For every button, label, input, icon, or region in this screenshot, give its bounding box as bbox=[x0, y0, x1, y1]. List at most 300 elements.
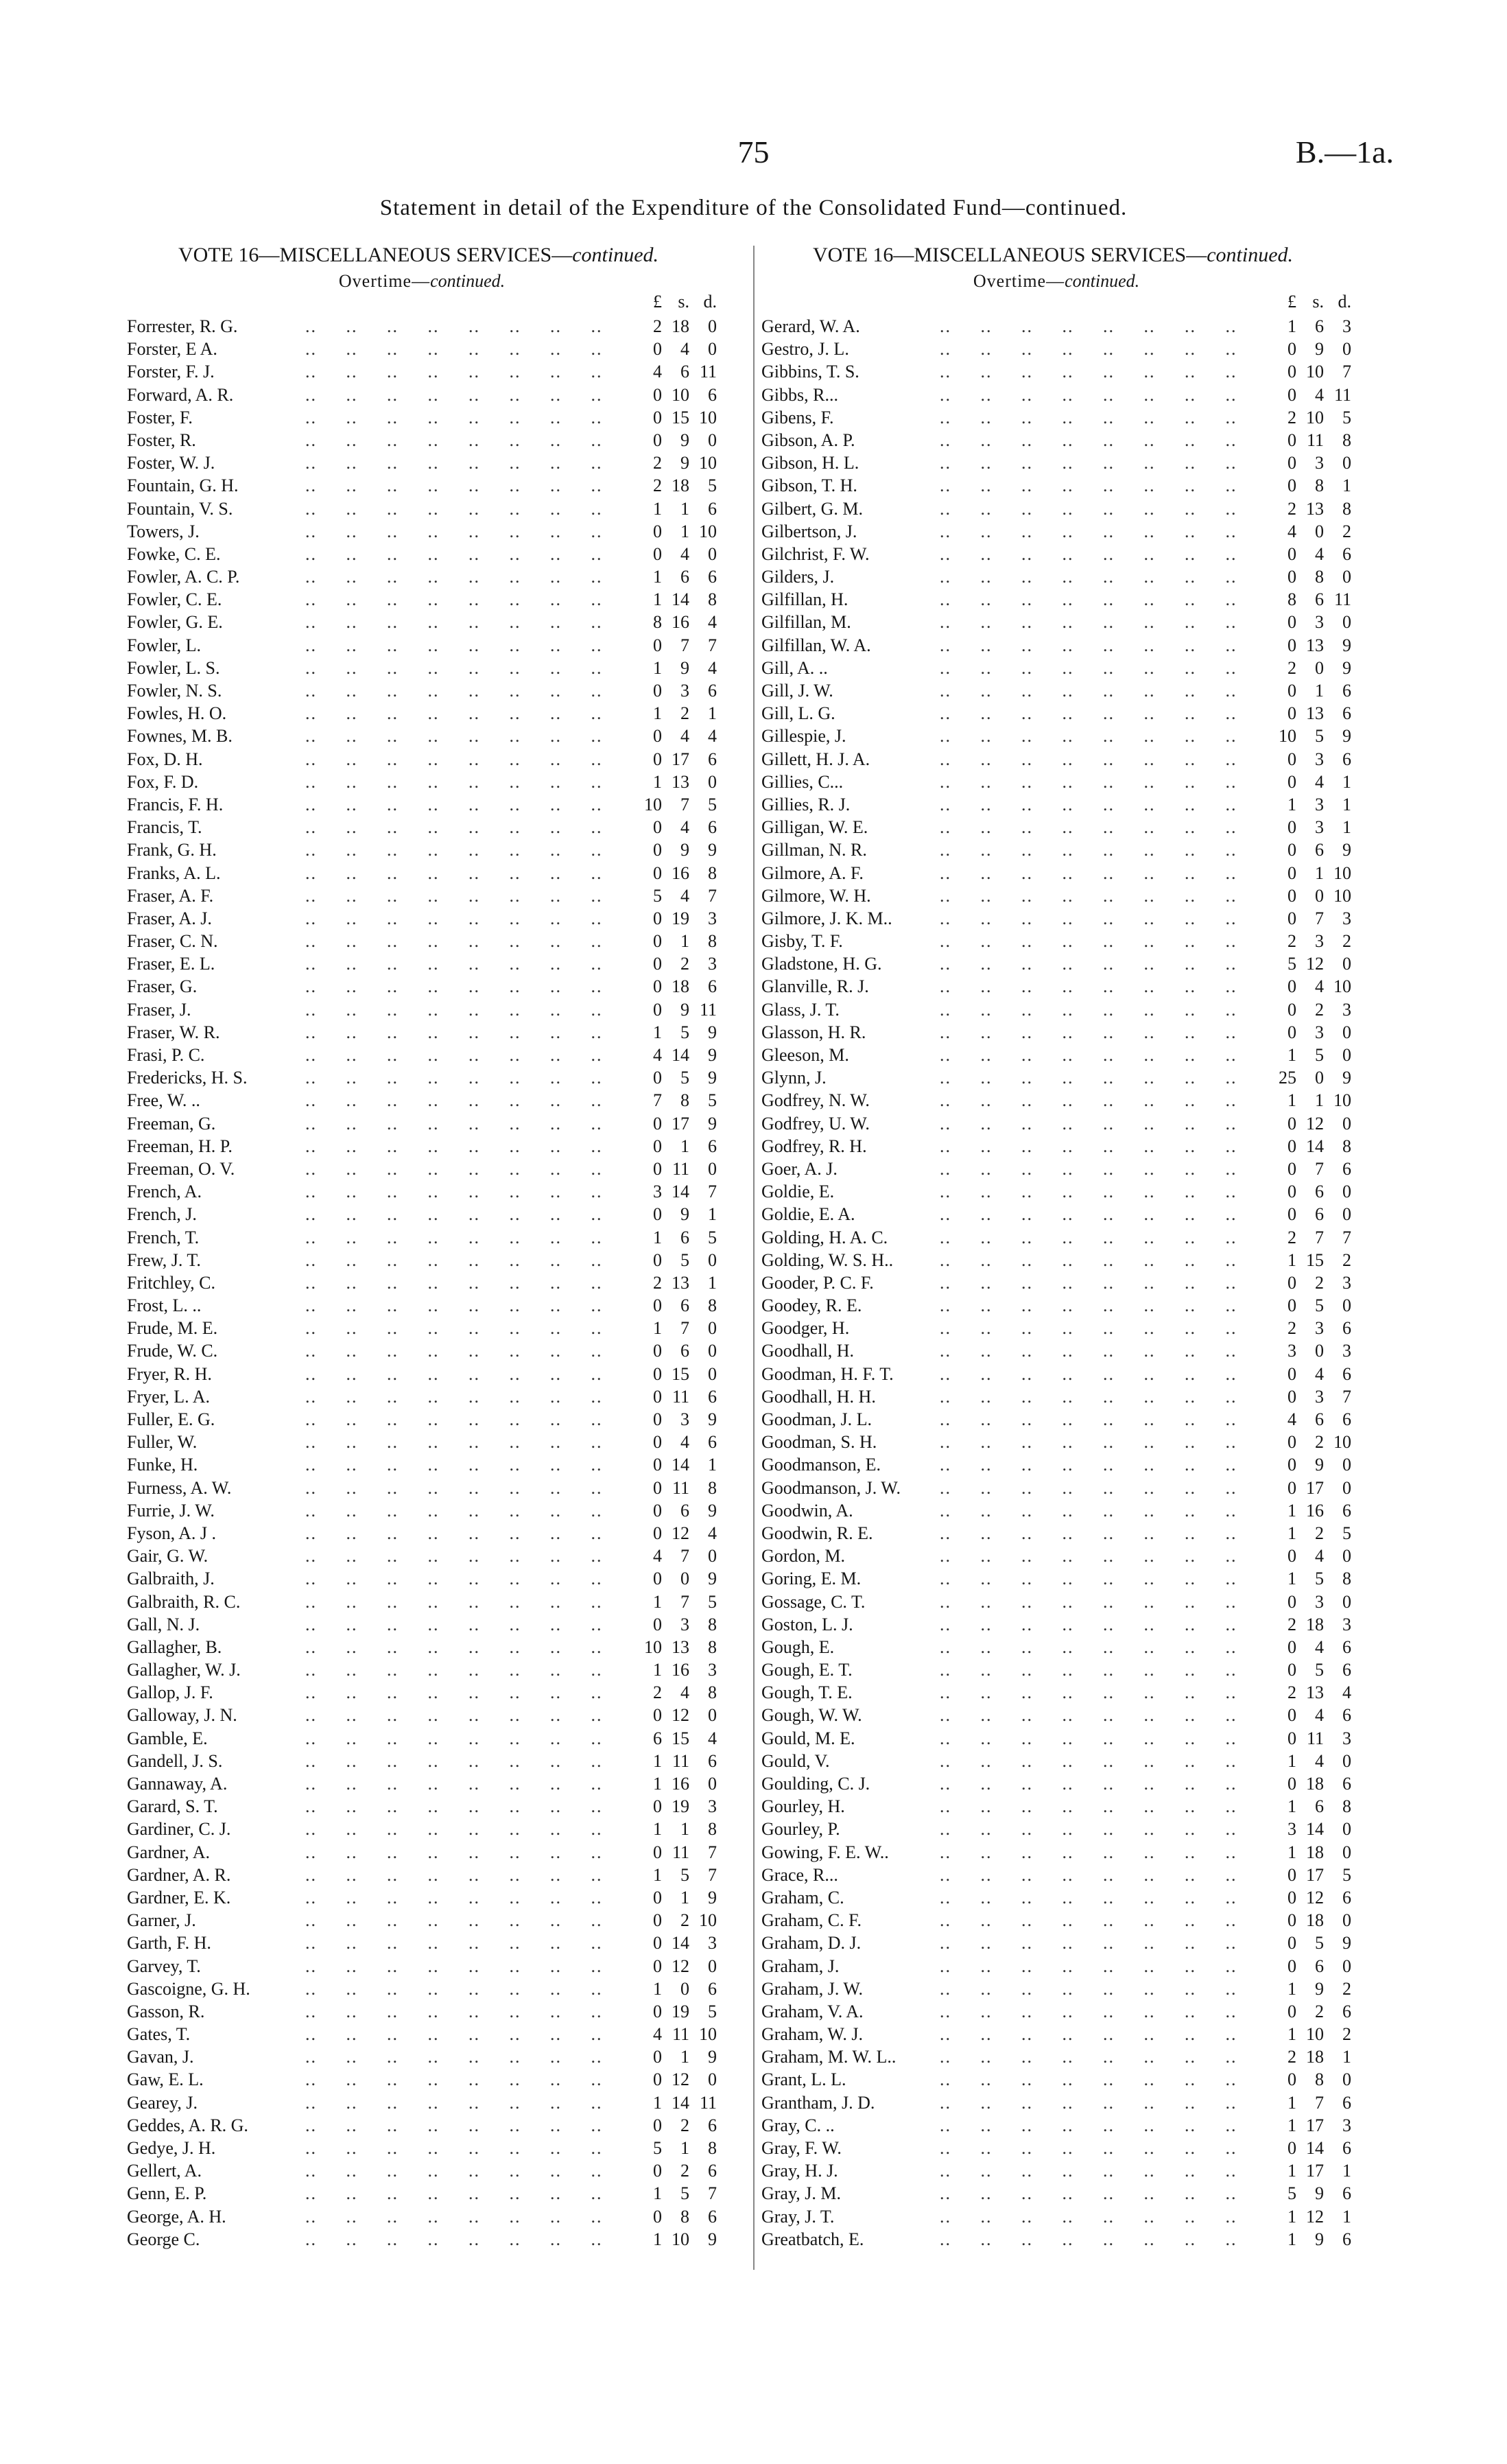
pence: 8 bbox=[1342, 430, 1351, 450]
leader-dots: .. .. .. .. .. .. .. .. bbox=[305, 1341, 626, 1361]
leader-dots: .. .. .. .. .. .. .. .. bbox=[305, 976, 626, 997]
ledger-row bbox=[761, 429, 1351, 451]
payee-name: Fowke, C. E. bbox=[127, 543, 221, 564]
shillings: 13 bbox=[1306, 635, 1324, 655]
shillings: 10 bbox=[672, 384, 689, 405]
ledger-row bbox=[127, 611, 717, 633]
leader-dots: .. .. .. .. .. .. .. .. bbox=[940, 1227, 1261, 1247]
payee-name: Gillespie, J. bbox=[761, 726, 846, 747]
leader-dots: .. .. .. .. .. .. .. .. bbox=[940, 1910, 1261, 1931]
leader-dots: .. .. .. .. .. .. .. .. bbox=[305, 2229, 626, 2249]
payee-name: Geddes, A. R. G. bbox=[127, 2115, 248, 2135]
payee-name: Fowler, C. E. bbox=[127, 589, 222, 610]
ledger-row bbox=[127, 1317, 717, 1339]
pounds: 0 bbox=[1288, 1636, 1296, 1657]
currency-header bbox=[127, 292, 717, 312]
leader-dots: .. .. .. .. .. .. .. .. bbox=[305, 908, 626, 928]
leader-dots: .. .. .. .. .. .. .. .. bbox=[305, 1750, 626, 1771]
ledger-row bbox=[127, 907, 717, 930]
shillings: 3 bbox=[1315, 1318, 1324, 1339]
shillings: 3 bbox=[680, 681, 689, 701]
payee-name: Gould, M. E. bbox=[761, 1728, 855, 1748]
ledger-row bbox=[761, 474, 1351, 497]
ledger-row bbox=[127, 793, 717, 816]
shillings-header: s. bbox=[678, 292, 689, 312]
ledger-row bbox=[127, 1864, 717, 1886]
shillings: 19 bbox=[672, 908, 689, 928]
ledger-row bbox=[761, 2228, 1351, 2251]
ledger-row bbox=[761, 907, 1351, 930]
payee-name: Fuller, E. G. bbox=[127, 1409, 215, 1429]
leader-dots: .. .. .. .. .. .. .. .. bbox=[305, 999, 626, 1020]
pounds: 0 bbox=[653, 1113, 662, 1134]
pence: 9 bbox=[708, 1113, 717, 1134]
pence: 9 bbox=[708, 1500, 717, 1521]
payee-name: Fowler, L. S. bbox=[127, 657, 220, 678]
shillings: 3 bbox=[680, 1614, 689, 1634]
payee-name: Gray, F. W. bbox=[761, 2138, 842, 2158]
pounds: 0 bbox=[653, 1158, 662, 1179]
ledger-row bbox=[761, 1841, 1351, 1864]
shillings: 19 bbox=[672, 1796, 689, 1817]
leader-dots: .. .. .. .. .. .. .. .. bbox=[305, 1068, 626, 1088]
leader-dots: .. .. .. .. .. .. .. .. bbox=[940, 1068, 1261, 1088]
pence: 8 bbox=[708, 931, 717, 952]
leader-dots: .. .. .. .. .. .. .. .. bbox=[940, 1113, 1261, 1134]
ledger-row bbox=[761, 702, 1351, 725]
ledger-row bbox=[761, 451, 1351, 474]
ledger-row bbox=[127, 1249, 717, 1271]
leader-dots: .. .. .. .. .. .. .. .. bbox=[305, 2115, 626, 2135]
payee-name: Foster, W. J. bbox=[127, 453, 215, 473]
pounds: 0 bbox=[653, 635, 662, 655]
ledger-row bbox=[761, 384, 1351, 406]
leader-dots: .. .. .. .. .. .. .. .. bbox=[305, 1477, 626, 1498]
shillings: 9 bbox=[1315, 2183, 1324, 2204]
pounds: 0 bbox=[653, 1569, 662, 1589]
leader-dots: .. .. .. .. .. .. .. .. bbox=[305, 1842, 626, 1862]
pounds: 1 bbox=[653, 1750, 662, 1771]
ledger-row bbox=[761, 543, 1351, 565]
ledger-row bbox=[127, 1021, 717, 1044]
payee-name: Gisby, T. F. bbox=[761, 931, 843, 952]
payee-name: Gerard, W. A. bbox=[761, 316, 860, 336]
pence: 0 bbox=[1342, 567, 1351, 587]
leader-dots: .. .. .. .. .. .. .. .. bbox=[305, 1045, 626, 1065]
ledger-row bbox=[127, 1932, 717, 1954]
shillings: 8 bbox=[1315, 567, 1324, 587]
pence: 6 bbox=[1342, 2229, 1351, 2249]
pounds: 0 bbox=[653, 863, 662, 883]
pounds: 0 bbox=[653, 908, 662, 928]
shillings: 7 bbox=[1315, 908, 1324, 928]
payee-name: Gordon, M. bbox=[761, 1546, 846, 1567]
payee-name: Gough, T. E. bbox=[761, 1682, 853, 1703]
shillings: 3 bbox=[1315, 931, 1324, 952]
pence: 0 bbox=[1342, 954, 1351, 974]
pounds: 0 bbox=[1288, 1295, 1296, 1316]
pounds: 0 bbox=[653, 2206, 662, 2227]
pence: 6 bbox=[708, 384, 717, 405]
shillings: 2 bbox=[1315, 2001, 1324, 2021]
ledger-row bbox=[761, 1704, 1351, 1726]
shillings: 7 bbox=[1315, 2092, 1324, 2113]
ledger-row bbox=[127, 1408, 717, 1431]
pounds: 1 bbox=[1288, 1045, 1296, 1065]
pence: 9 bbox=[1342, 1068, 1351, 1088]
payee-name: Gourley, H. bbox=[761, 1796, 845, 1817]
ledger-row bbox=[761, 1978, 1351, 2000]
pence: 6 bbox=[1342, 681, 1351, 701]
pounds: 0 bbox=[653, 1956, 662, 1976]
shillings: 6 bbox=[1315, 1796, 1324, 1817]
pounds: 10 bbox=[644, 1636, 662, 1657]
ledger-row bbox=[761, 2205, 1351, 2228]
payee-name: Gestro, J. L. bbox=[761, 339, 849, 360]
pounds: 2 bbox=[1288, 657, 1296, 678]
pence: 6 bbox=[708, 1978, 717, 1999]
payee-name: Gearey, J. bbox=[127, 2092, 198, 2113]
payee-name: Forster, F. J. bbox=[127, 362, 215, 382]
ledger-row bbox=[761, 1408, 1351, 1431]
shillings: 2 bbox=[1315, 1432, 1324, 1453]
ledger-row bbox=[127, 1339, 717, 1362]
ledger-row bbox=[127, 952, 717, 975]
leader-dots: .. .. .. .. .. .. .. .. bbox=[305, 1022, 626, 1042]
leader-dots: .. .. .. .. .. .. .. .. bbox=[940, 976, 1261, 997]
pence: 11 bbox=[699, 999, 717, 1020]
ledger-row bbox=[761, 930, 1351, 952]
payee-name: Gavan, J. bbox=[127, 2047, 194, 2067]
payee-name: Frank, G. H. bbox=[127, 840, 217, 860]
shillings: 4 bbox=[1315, 1546, 1324, 1567]
leader-dots: .. .. .. .. .. .. .. .. bbox=[305, 2024, 626, 2045]
payee-name: Gilligan, W. E. bbox=[761, 817, 868, 838]
pounds: 0 bbox=[1288, 453, 1296, 473]
shillings: 3 bbox=[680, 1409, 689, 1429]
pounds: 1 bbox=[653, 1227, 662, 1247]
shillings: 18 bbox=[1306, 1774, 1324, 1794]
shillings: 4 bbox=[1315, 771, 1324, 792]
pence: 9 bbox=[708, 2047, 717, 2067]
shillings: 3 bbox=[1315, 817, 1324, 838]
payee-name: Glynn, J. bbox=[761, 1068, 827, 1088]
ledger-row bbox=[127, 1294, 717, 1317]
leader-dots: .. .. .. .. .. .. .. .. bbox=[940, 1272, 1261, 1293]
ledger-row bbox=[127, 1886, 717, 1909]
leader-dots: .. .. .. .. .. .. .. .. bbox=[940, 2092, 1261, 2113]
shillings: 1 bbox=[1315, 681, 1324, 701]
pence: 6 bbox=[1342, 2138, 1351, 2158]
shillings: 17 bbox=[1306, 2115, 1324, 2135]
pence: 1 bbox=[1342, 794, 1351, 814]
leader-dots: .. .. .. .. .. .. .. .. bbox=[940, 2161, 1261, 2181]
ledger-row bbox=[761, 816, 1351, 838]
ledger-row bbox=[127, 1226, 717, 1249]
leader-dots: .. .. .. .. .. .. .. .. bbox=[940, 1409, 1261, 1429]
leader-dots: .. .. .. .. .. .. .. .. bbox=[940, 1500, 1261, 1521]
leader-dots: .. .. .. .. .. .. .. .. bbox=[940, 1386, 1261, 1407]
payee-name: Gilmore, W. H. bbox=[761, 885, 871, 906]
pounds: 0 bbox=[1288, 339, 1296, 360]
pounds: 0 bbox=[1288, 1728, 1296, 1748]
ledger-row bbox=[127, 1567, 717, 1590]
payee-name: Fraser, G. bbox=[127, 976, 198, 997]
pence: 1 bbox=[1342, 771, 1351, 792]
payee-name: Fraser, A. J. bbox=[127, 908, 212, 928]
pence: 8 bbox=[708, 863, 717, 883]
pence: 7 bbox=[708, 635, 717, 655]
pence: 1 bbox=[708, 1272, 717, 1293]
pence: 0 bbox=[708, 1158, 717, 1179]
ledger-row bbox=[761, 1044, 1351, 1066]
pounds: 0 bbox=[653, 1363, 662, 1384]
leader-dots: .. .. .. .. .. .. .. .. bbox=[305, 1910, 626, 1931]
ledger-row bbox=[761, 1591, 1351, 1613]
pounds: 0 bbox=[1288, 1432, 1296, 1453]
ledger-row bbox=[127, 588, 717, 611]
pounds: 8 bbox=[653, 612, 662, 633]
payee-name: Gilbertson, J. bbox=[761, 521, 857, 541]
ledger-row bbox=[127, 338, 717, 360]
ledger-row bbox=[761, 1955, 1351, 1978]
payee-name: Goodman, S. H. bbox=[761, 1432, 877, 1453]
shillings: 11 bbox=[672, 1158, 689, 1179]
leader-dots: .. .. .. .. .. .. .. .. bbox=[305, 2001, 626, 2021]
payee-name: Franks, A. L. bbox=[127, 863, 221, 883]
payee-name: Fraser, W. R. bbox=[127, 1022, 220, 1042]
ledger-row bbox=[761, 2137, 1351, 2159]
shillings: 1 bbox=[680, 2138, 689, 2158]
shillings: 7 bbox=[680, 794, 689, 814]
payee-name: Gilchrist, F. W. bbox=[761, 543, 870, 564]
pence: 10 bbox=[1333, 863, 1351, 883]
pence: 1 bbox=[708, 1455, 717, 1475]
statement-title: Statement in detail of the Expenditure of the Consolidated Fund—continued. bbox=[379, 196, 1128, 220]
ledger-row bbox=[127, 1453, 717, 1476]
pounds: 0 bbox=[653, 1295, 662, 1316]
pounds: 3 bbox=[653, 1182, 662, 1202]
pounds: 0 bbox=[1288, 1956, 1296, 1976]
payee-name: Gilfillan, M. bbox=[761, 612, 851, 633]
shillings: 16 bbox=[672, 863, 689, 883]
ledger-row bbox=[127, 725, 717, 747]
ledger-row bbox=[761, 884, 1351, 907]
shillings: 4 bbox=[680, 543, 689, 564]
pounds: 0 bbox=[653, 1842, 662, 1862]
shillings: 0 bbox=[1315, 1068, 1324, 1088]
payee-name: Gardner, A. R. bbox=[127, 1864, 231, 1885]
pence: 5 bbox=[708, 1090, 717, 1111]
payee-name: Furrie, J. W. bbox=[127, 1500, 215, 1521]
leader-dots: .. .. .. .. .. .. .. .. bbox=[305, 1363, 626, 1384]
leader-dots: .. .. .. .. .. .. .. .. bbox=[305, 453, 626, 473]
leader-dots: .. .. .. .. .. .. .. .. bbox=[940, 1569, 1261, 1589]
shillings: 7 bbox=[680, 1318, 689, 1339]
pounds: 1 bbox=[1288, 1796, 1296, 1817]
payee-name: Gibson, T. H. bbox=[761, 476, 857, 496]
payee-name: Gray, C. .. bbox=[761, 2115, 835, 2135]
leader-dots: .. .. .. .. .. .. .. .. bbox=[305, 1386, 626, 1407]
leader-dots: .. .. .. .. .. .. .. .. bbox=[940, 1158, 1261, 1179]
leader-dots: .. .. .. .. .. .. .. .. bbox=[305, 1455, 626, 1475]
shillings: 12 bbox=[672, 1705, 689, 1726]
ledger-row bbox=[761, 588, 1351, 611]
leader-dots: .. .. .. .. .. .. .. .. bbox=[305, 1523, 626, 1543]
pence: 8 bbox=[708, 1614, 717, 1634]
payee-name: Fraser, J. bbox=[127, 999, 191, 1020]
pounds: 0 bbox=[653, 749, 662, 769]
shillings-header: s. bbox=[1312, 292, 1324, 312]
pence: 0 bbox=[1342, 1022, 1351, 1042]
leader-dots: .. .. .. .. .. .. .. .. bbox=[940, 1591, 1261, 1612]
leader-dots: .. .. .. .. .. .. .. .. bbox=[305, 954, 626, 974]
pence: 6 bbox=[708, 567, 717, 587]
pounds: 0 bbox=[1288, 908, 1296, 928]
shillings: 11 bbox=[672, 1842, 689, 1862]
ledger-row bbox=[127, 862, 717, 884]
payee-name: Gooder, P. C. F. bbox=[761, 1272, 874, 1293]
vote-heading: VOTE 16—MISCELLANEOUS SERVICES—continued. bbox=[178, 244, 659, 266]
shillings: 14 bbox=[672, 589, 689, 610]
ledger-row bbox=[761, 1909, 1351, 1932]
ledger-row bbox=[761, 1795, 1351, 1818]
pence: 6 bbox=[1342, 1660, 1351, 1680]
shillings: 17 bbox=[1306, 1864, 1324, 1885]
leader-dots: .. .. .. .. .. .. .. .. bbox=[940, 589, 1261, 610]
pounds: 1 bbox=[653, 1022, 662, 1042]
ledger-row bbox=[127, 384, 717, 406]
payee-name: Fox, F. D. bbox=[127, 771, 199, 792]
shillings: 1 bbox=[680, 931, 689, 952]
payee-name: Gedye, J. H. bbox=[127, 2138, 216, 2158]
pounds: 0 bbox=[1288, 1591, 1296, 1612]
leader-dots: .. .. .. .. .. .. .. .. bbox=[305, 1636, 626, 1657]
pounds: 1 bbox=[1288, 2161, 1296, 2181]
pounds: 6 bbox=[653, 1728, 662, 1748]
pounds: 1 bbox=[653, 1978, 662, 1999]
payee-name: Gallagher, W. J. bbox=[127, 1660, 241, 1680]
leader-dots: .. .. .. .. .. .. .. .. bbox=[940, 1318, 1261, 1339]
pounds: 0 bbox=[1288, 1204, 1296, 1225]
pence: 9 bbox=[1342, 1933, 1351, 1953]
ledger-row bbox=[127, 2228, 717, 2251]
pence: 0 bbox=[708, 771, 717, 792]
shillings: 15 bbox=[672, 1363, 689, 1384]
pence: 6 bbox=[1342, 1158, 1351, 1179]
ledger-row bbox=[761, 1158, 1351, 1180]
ledger-row bbox=[127, 1135, 717, 1158]
leader-dots: .. .. .. .. .. .. .. .. bbox=[940, 1432, 1261, 1453]
payee-name: Godfrey, R. H. bbox=[761, 1136, 867, 1156]
leader-dots: .. .. .. .. .. .. .. .. bbox=[305, 1136, 626, 1156]
pence: 9 bbox=[1342, 635, 1351, 655]
shillings: 4 bbox=[680, 1432, 689, 1453]
pounds: 3 bbox=[1288, 1341, 1296, 1361]
ledger-row bbox=[761, 1385, 1351, 1408]
pounds: 4 bbox=[1288, 1409, 1296, 1429]
payee-name: Garvey, T. bbox=[127, 1956, 201, 1976]
shillings: 18 bbox=[1306, 1614, 1324, 1634]
pence: 0 bbox=[1342, 1455, 1351, 1475]
shillings: 4 bbox=[680, 1682, 689, 1703]
pence: 7 bbox=[708, 1182, 717, 1202]
pence: 6 bbox=[1342, 1705, 1351, 1726]
payee-name: Fraser, C. N. bbox=[127, 931, 218, 952]
payee-name: Fyson, A. J . bbox=[127, 1523, 217, 1543]
pence: 0 bbox=[708, 1705, 717, 1726]
shillings: 5 bbox=[680, 1864, 689, 1885]
leader-dots: .. .. .. .. .. .. .. .. bbox=[305, 1887, 626, 1908]
shillings: 4 bbox=[680, 726, 689, 747]
leader-dots: .. .. .. .. .. .. .. .. bbox=[305, 1774, 626, 1794]
ledger-row bbox=[761, 1522, 1351, 1545]
ledger-row bbox=[127, 2205, 717, 2228]
left-column bbox=[127, 244, 717, 2251]
shillings: 19 bbox=[672, 2001, 689, 2021]
shillings: 16 bbox=[672, 1774, 689, 1794]
pence: 3 bbox=[1342, 1341, 1351, 1361]
ledger-row bbox=[761, 771, 1351, 793]
pounds: 0 bbox=[653, 407, 662, 427]
payee-name: Fuller, W. bbox=[127, 1432, 198, 1453]
payee-name: Goodman, H. F. T. bbox=[761, 1363, 894, 1384]
shillings: 1 bbox=[680, 1136, 689, 1156]
shillings: 9 bbox=[680, 453, 689, 473]
pence: 8 bbox=[1342, 498, 1351, 519]
pounds: 2 bbox=[1288, 1682, 1296, 1703]
leader-dots: .. .. .. .. .. .. .. .. bbox=[940, 1546, 1261, 1567]
shillings: 4 bbox=[1315, 1363, 1324, 1384]
shillings: 9 bbox=[680, 840, 689, 860]
pounds: 2 bbox=[653, 476, 662, 496]
leader-dots: .. .. .. .. .. .. .. .. bbox=[305, 2138, 626, 2158]
pounds: 1 bbox=[653, 567, 662, 587]
ledger-row bbox=[761, 611, 1351, 633]
shillings: 5 bbox=[680, 1068, 689, 1088]
pounds: 0 bbox=[1288, 1864, 1296, 1885]
shillings: 6 bbox=[1315, 1182, 1324, 1202]
leader-dots: .. .. .. .. .. .. .. .. bbox=[305, 1705, 626, 1726]
leader-dots: .. .. .. .. .. .. .. .. bbox=[305, 1204, 626, 1225]
leader-dots: .. .. .. .. .. .. .. .. bbox=[940, 1864, 1261, 1885]
ledger-row bbox=[127, 1978, 717, 2000]
shillings: 3 bbox=[1315, 453, 1324, 473]
leader-dots: .. .. .. .. .. .. .. .. bbox=[940, 1682, 1261, 1703]
payee-name: Glanville, R. J. bbox=[761, 976, 869, 997]
shillings: 3 bbox=[1315, 749, 1324, 769]
pounds: 1 bbox=[1288, 2229, 1296, 2249]
shillings: 0 bbox=[1315, 657, 1324, 678]
leader-dots: .. .. .. .. .. .. .. .. bbox=[940, 1636, 1261, 1657]
payee-name: Gamble, E. bbox=[127, 1728, 208, 1748]
payee-name: Fowler, L. bbox=[127, 635, 201, 655]
payee-name: Gough, W. W. bbox=[761, 1705, 862, 1726]
pence: 6 bbox=[1342, 1636, 1351, 1657]
payee-name: Gates, T. bbox=[127, 2024, 191, 2045]
pence: 1 bbox=[708, 703, 717, 724]
ledger-row bbox=[127, 2068, 717, 2091]
ledger-row bbox=[761, 360, 1351, 383]
pounds: 1 bbox=[653, 1819, 662, 1840]
shillings: 13 bbox=[672, 771, 689, 792]
pence: 0 bbox=[708, 316, 717, 336]
ledger-row bbox=[127, 565, 717, 588]
pounds: 1 bbox=[1288, 2115, 1296, 2135]
payee-name: Gillman, N. R. bbox=[761, 840, 867, 860]
ledger-row bbox=[127, 2159, 717, 2182]
shillings: 14 bbox=[1306, 1136, 1324, 1156]
